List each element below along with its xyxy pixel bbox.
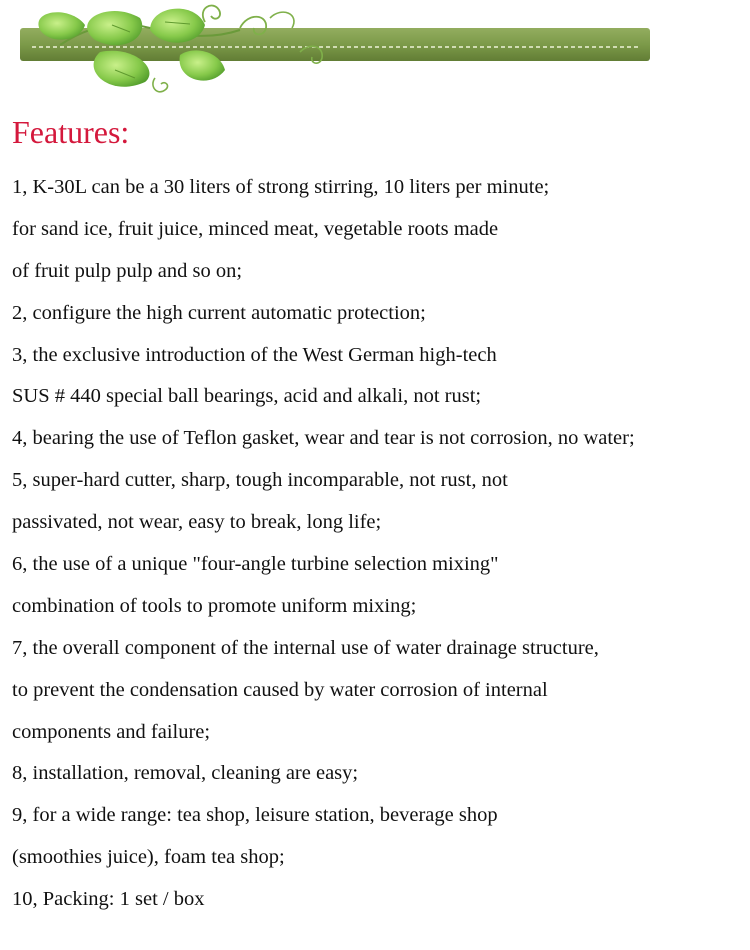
- features-list: [12, 167, 635, 921]
- feature-line: (smoothies juice), foam tea shop;: [12, 846, 285, 869]
- feature-line: 2, configure the high current automatic protection;: [12, 301, 426, 324]
- decorative-vine-banner: [0, 0, 750, 105]
- feature-line: 5, super-hard cutter, sharp, tough incomparable, not rust, not: [12, 469, 508, 492]
- feature-line: 6, the use of a unique "four-angle turbine selection mixing": [12, 553, 499, 576]
- feature-line: 10, Packing: 1 set / box: [12, 888, 205, 911]
- feature-line: components and failure;: [12, 720, 211, 743]
- features-heading: Features:: [12, 114, 130, 150]
- feature-line: 3, the exclusive introduction of the West German high-tech: [12, 343, 497, 366]
- feature-line: of fruit pulp pulp and so on;: [12, 259, 243, 282]
- feature-line: to prevent the condensation caused by water corrosion of internal: [12, 678, 548, 701]
- feature-line: 9, for a wide range: tea shop, leisure station, beverage shop: [12, 804, 498, 827]
- feature-line: 7, the overall component of the internal use of water drainage structure,: [12, 636, 599, 659]
- tendril-curl: [203, 6, 220, 22]
- tendril-curl: [153, 78, 168, 92]
- feature-line: SUS # 440 special ball bearings, acid and alkali, not rust;: [12, 385, 482, 408]
- feature-line: passivated, not wear, easy to break, long life;: [12, 511, 382, 534]
- feature-line: 1, K-30L can be a 30 liters of strong stirring, 10 liters per minute;: [12, 176, 550, 198]
- feature-line: 4, bearing the use of Teflon gasket, wear and tear is not corrosion, no water;: [12, 427, 635, 450]
- feature-line: combination of tools to promote uniform mixing;: [12, 594, 417, 617]
- vine-banner-graphic: [0, 0, 750, 105]
- feature-line: for sand ice, fruit juice, minced meat, vegetable roots made: [12, 217, 499, 240]
- tendril-curl: [270, 12, 294, 28]
- feature-line: 8, installation, removal, cleaning are easy;: [12, 762, 359, 785]
